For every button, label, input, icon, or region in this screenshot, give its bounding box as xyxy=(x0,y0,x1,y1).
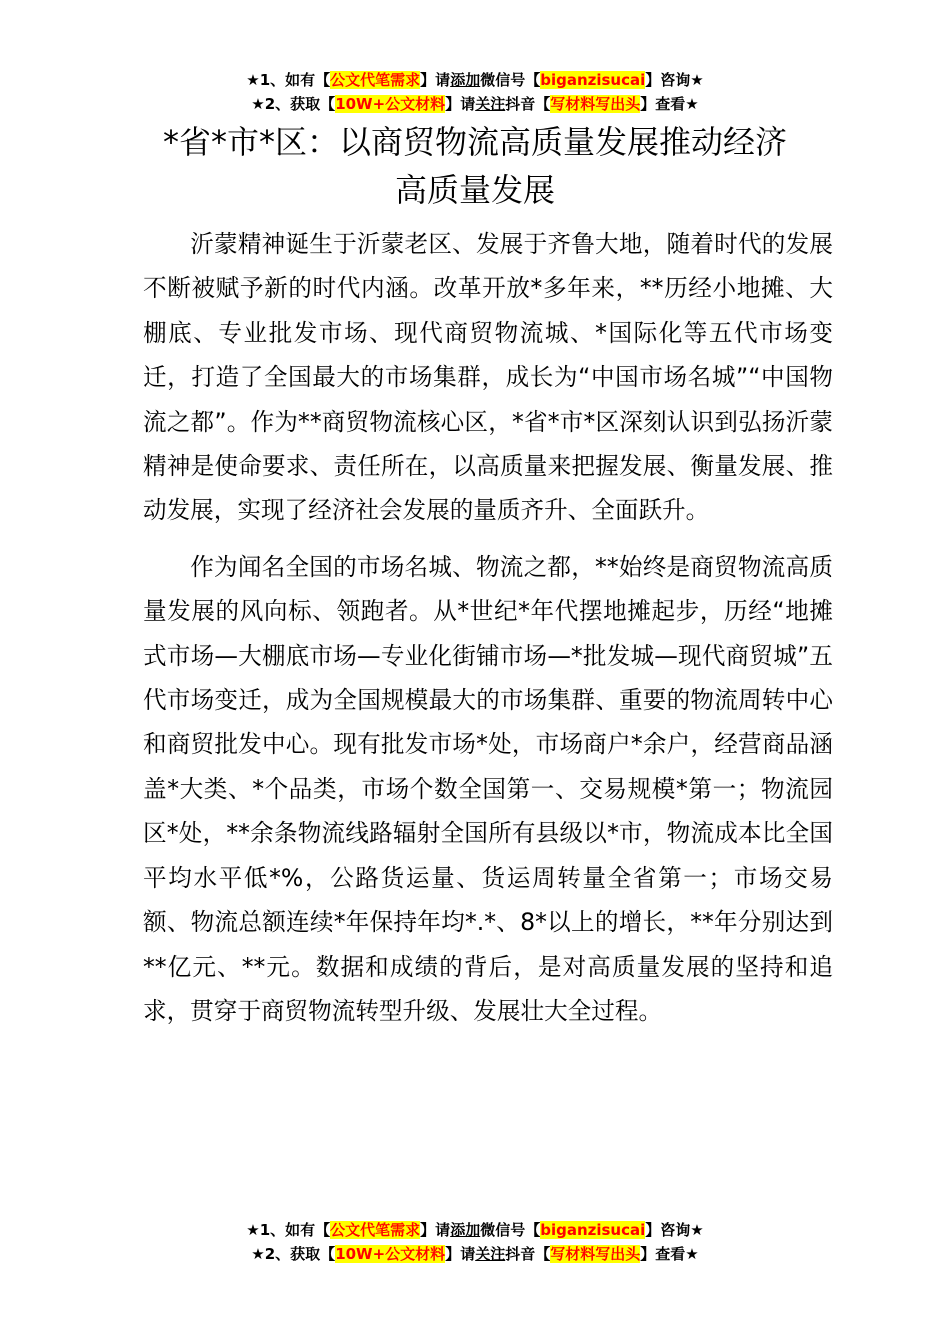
banner-text: 抖音【 xyxy=(505,95,551,113)
document-title xyxy=(100,118,850,214)
top-banner xyxy=(0,68,950,116)
banner-highlight: biganzisucai xyxy=(540,71,646,89)
banner-highlight: 写材料写出头 xyxy=(550,95,641,113)
banner-text: 微信号【 xyxy=(480,71,541,89)
banner-line-1 xyxy=(0,1218,950,1242)
banner-text: 】请 xyxy=(420,1221,451,1239)
banner-line-1 xyxy=(0,68,950,92)
banner-text: 】查看★ xyxy=(640,95,699,113)
banner-text: ★2、获取【 xyxy=(251,95,336,113)
banner-highlight: 10W+公文材料 xyxy=(335,1245,446,1263)
bottom-banner xyxy=(0,1218,950,1266)
banner-highlight: 10W+公文材料 xyxy=(335,95,446,113)
banner-line-2 xyxy=(0,1242,950,1266)
banner-highlight: 公文代笔需求 xyxy=(330,71,421,89)
banner-underline: 添加 xyxy=(450,1221,481,1239)
banner-highlight: 公文代笔需求 xyxy=(330,1221,421,1239)
banner-underline: 关注 xyxy=(475,95,506,113)
banner-text: ★1、如有【 xyxy=(246,71,331,89)
banner-text: ★2、获取【 xyxy=(251,1245,336,1263)
banner-text: 】查看★ xyxy=(640,1245,699,1263)
banner-text: 】请 xyxy=(445,1245,476,1263)
banner-text: 抖音【 xyxy=(505,1245,551,1263)
banner-text: 微信号【 xyxy=(480,1221,541,1239)
banner-underline: 添加 xyxy=(450,71,481,89)
banner-highlight: 写材料写出头 xyxy=(550,1245,641,1263)
paragraph: 沂蒙精神诞生于沂蒙老区、发展于齐鲁大地，随着时代的发展不断被赋予新的时代内涵。改革开放*多年来，**历经小地摊、大棚底、专业批发市场、现代商贸物流城、*国际化等五代市场变迁，打造了全国最大的市场集群，成长为“中国市场名城”“中国物流之都”。作为**商贸物流核心区，*省*市*区深刻认识到弘扬沂蒙精神是使命要求、责任所在，以高质量来把握发展、衡量发展、推动发展，实现了经济社会发展的量质齐升、全面跃升。 xyxy=(143,230,833,525)
banner-line-2 xyxy=(0,92,950,116)
title-line-2: 高质量发展 xyxy=(394,171,555,209)
banner-text: 】咨询★ xyxy=(645,1221,704,1239)
title-line-1: *省*市*区：以商贸物流高质量发展推动经济 xyxy=(162,123,787,161)
banner-text: 】请 xyxy=(420,71,451,89)
banner-highlight: biganzisucai xyxy=(540,1221,646,1239)
paragraph: 作为闻名全国的市场名城、物流之都，**始终是商贸物流高质量发展的风向标、领跑者。从*世纪*年代摆地摊起步，历经“地摊式市场—大棚底市场—专业化街铺市场—*批发城—现代商贸城”五代市场变迁，成为全国规模最大的市场集群、重要的物流周转中心和商贸批发中心。现有批发市场*处，市场商户*余户，经营商品涵盖*大类、*个品类，市场个数全国第一、交易规模*第一；物流园区*处，**余条物流线路辐射全国所有县级以*市，物流成本比全国平均水平低*%，公路货运量、货运周转量全省第一；市场交易额、物流总额连续*年保持年均*.*、8*以上的增长，**年分别达到**亿元、**元。数据和成绩的背后，是对高质量发展的坚持和追求，贯穿于商贸物流转型升级、发展壮大全过程。 xyxy=(143,552,833,1025)
banner-text: 】咨询★ xyxy=(645,71,704,89)
banner-underline: 关注 xyxy=(475,1245,506,1263)
banner-text: ★1、如有【 xyxy=(246,1221,331,1239)
document-body xyxy=(143,222,833,1045)
banner-text: 】请 xyxy=(445,95,476,113)
